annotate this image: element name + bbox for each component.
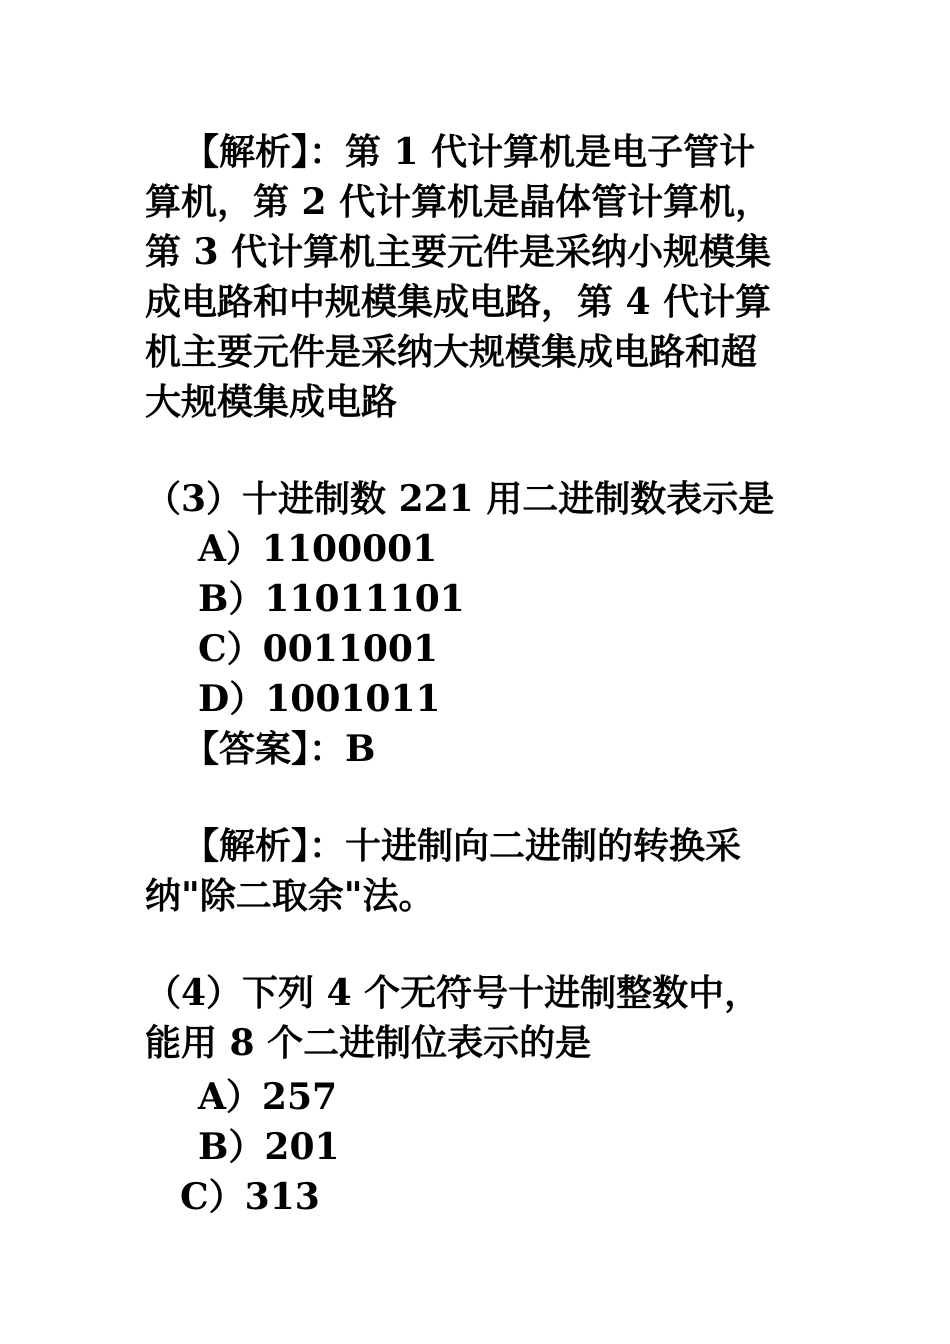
q2-analysis-line-3: 第 3 代计算机主要元件是采纳小规模集 — [145, 231, 772, 273]
q4-question-line-2: 能用 8 个二进制位表示的是 — [145, 1022, 592, 1064]
q3-option-b: B）11011101 — [198, 578, 465, 620]
q3-option-a: A）1100001 — [198, 528, 438, 570]
q3-analysis-line-1: 【解析】：十进制向二进制的转换采 — [183, 825, 742, 867]
q2-analysis-line-1: 【解析】：第 1 代计算机是电子管计 — [183, 131, 756, 173]
q3-option-d: D）1001011 — [198, 678, 441, 720]
q3-question: （3）十进制数 221 用二进制数表示是 — [145, 478, 775, 520]
q4-option-c: C）313 — [180, 1176, 320, 1218]
q2-analysis-line-5: 机主要元件是采纳大规模集成电路和超 — [145, 331, 758, 373]
q4-option-b: B）201 — [198, 1126, 340, 1168]
q4-option-a: A）257 — [198, 1076, 338, 1118]
q2-analysis-line-2: 算机，第 2 代计算机是晶体管计算机， — [145, 181, 772, 223]
q3-option-c: C）0011001 — [198, 628, 438, 670]
q4-question-line-1: （4）下列 4 个无符号十进制整数中， — [145, 972, 761, 1014]
q2-analysis-line-6: 大规模集成电路 — [145, 381, 398, 423]
q3-analysis-line-2: 纳"除二取余"法。 — [145, 875, 435, 917]
q3-answer: 【答案】：B — [183, 728, 376, 770]
q2-analysis-line-4: 成电路和中规模集成电路，第 4 代计算 — [145, 281, 772, 323]
